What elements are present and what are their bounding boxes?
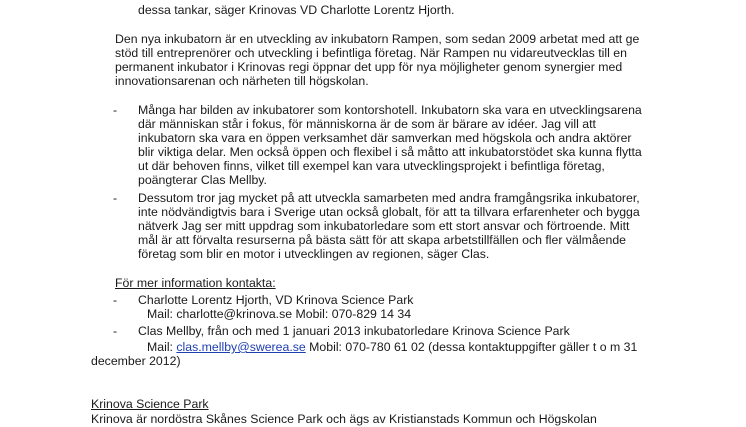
- paragraph-line: innovationsarenan och närheten till högskolan.: [115, 74, 369, 88]
- mobile-number: 070-829 14 34: [331, 307, 412, 321]
- contact-dash: -: [113, 293, 118, 307]
- mobile-label: Mobil:: [295, 307, 329, 321]
- contact-name: Charlotte Lorentz Hjorth, VD Krinova Science Park: [138, 293, 414, 307]
- bullet-line: inkubatorn ska vara en öppen verksamhet där samverkan med högskola och andra aktörer: [138, 131, 632, 145]
- contact-note-continued: december 2012): [91, 354, 181, 368]
- mail-label: Mail:: [147, 340, 173, 354]
- bullet-dash: -: [113, 103, 118, 117]
- bullet-line: mål är att förvalta resurserna på bästa sätt för att skapa arbetstillfällen och fler välmående: [138, 233, 627, 247]
- contact-note: (dessa kontaktuppgifter gäller t o m 31: [428, 340, 638, 354]
- contact-details: [147, 307, 411, 322]
- contact-name: Clas Mellby, från och med 1 januari 2013 inkubatorledare Krinova Science Park: [138, 324, 570, 338]
- bullet-line: Dessutom tror jag mycket på att utveckla samarbeten med andra framgångsrika inkubatorer,: [138, 191, 640, 205]
- paragraph-line: Den nya inkubatorn är en utveckling av inkubatorn Rampen, som sedan 2009 arbetat med att ge: [115, 32, 640, 46]
- mail-label: Mail:: [147, 307, 173, 321]
- contact-heading: För mer information kontakta:: [115, 276, 276, 290]
- paragraph-line: stöd till entreprenörer och utveckling i befintliga företag. När Rampen nu vidareutvecklas till en: [115, 46, 627, 60]
- bullet-line: nätverk Jag ser mitt uppdrag som inkubatorledare som ett stort ansvar och förtroende. Mitt: [138, 219, 630, 233]
- footer-heading: Krinova Science Park: [91, 397, 209, 411]
- bullet-dash: -: [113, 191, 118, 205]
- bullet-line: företag som blir en motor i utvecklingen av regionen, säger Clas.: [138, 247, 490, 261]
- intro-tail: dessa tankar, säger Krinovas VD Charlotte Lorentz Hjorth.: [138, 3, 455, 17]
- mail-link[interactable]: clas.mellby@swerea.se: [176, 340, 306, 354]
- paragraph-line: permanent inkubator i Krinovas regi öppnar det upp för nya möjligheter genom synergier med: [115, 60, 623, 74]
- mobile-label: Mobil:: [309, 340, 342, 354]
- bullet-line: Många har bilden av inkubatorer som kontorshotell. Inkubatorn ska vara en utvecklingsarena: [138, 103, 642, 117]
- bullet-line: inte nödvändigtvis bara i Sverige utan också globalt, för att ta tillvara erfarenheter och bygga: [138, 205, 640, 219]
- bullet-line: ut där behoven finns, vilket till exempel kan vara utvecklingsprojekt i befintliga företag,: [138, 159, 605, 173]
- contact-dash: -: [113, 324, 118, 338]
- bullet-line: poängterar Clas Mellby.: [138, 173, 267, 187]
- bullet-line: där människan står i fokus, för människorna är de som är bärare av idéer. Jag vill att: [138, 117, 596, 131]
- mail-address[interactable]: charlotte@krinova.se: [176, 307, 293, 321]
- footer-text: Krinova är nordöstra Skånes Science Park och ägs av Kristianstads Kommun och Högskolan: [91, 412, 597, 426]
- mobile-number: 070-780 61 02: [345, 340, 425, 354]
- bullet-line: blir viktiga delar. Men också öppen och flexibel i så måtto att inkubatorstödet ska kunna flytta: [138, 145, 642, 159]
- contact-details: [147, 340, 637, 355]
